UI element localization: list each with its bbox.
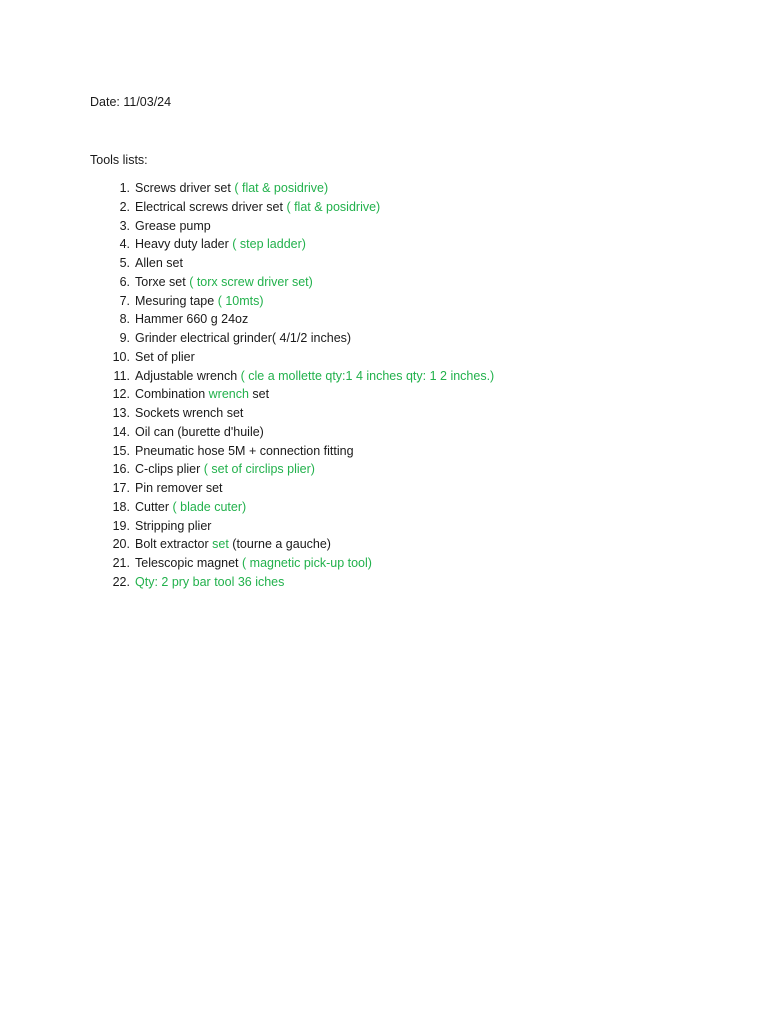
list-item-note: ( torx screw driver set)	[189, 274, 313, 289]
list-item-number: 9.	[119, 331, 130, 345]
list-item-text	[135, 386, 269, 402]
list-item-number: 6.	[119, 274, 130, 289]
list-item-number: 3.	[119, 218, 130, 233]
list-item-note: ( cle a mollette qty:1 4 inches qty: 1 2 inches.)	[240, 368, 495, 383]
list-item-number: 16.	[112, 462, 130, 477]
list-item-note: ( flat & posidrive)	[286, 199, 381, 214]
list-item-note: Qty: 2 pry bar tool 36 iches	[135, 574, 285, 589]
list-item-number: 13.	[112, 406, 130, 420]
list-item-label: Pneumatic hose 5M + connection fitting	[135, 443, 354, 458]
date-value: 11/03/24	[123, 95, 172, 109]
list-item-text	[135, 368, 494, 384]
list-item-label: Electrical screws driver set	[135, 199, 287, 214]
list-item-text	[135, 405, 243, 421]
list-item-note: ( step ladder)	[232, 237, 306, 252]
list-item-label: Cutter	[135, 499, 173, 514]
list-item-note: wrench	[208, 387, 249, 402]
list-item-text	[135, 536, 331, 552]
list-item-number: 15.	[112, 443, 130, 458]
list-item-number: 1.	[119, 181, 130, 195]
list-item-note: ( set of circlips plier)	[203, 462, 315, 477]
list-item-number: 22.	[112, 574, 130, 589]
list-item-label: C-clips plier	[135, 462, 204, 477]
list-item-number: 20.	[112, 537, 130, 552]
list-item-text	[135, 499, 246, 515]
list-item-note: ( magnetic pick-up tool)	[242, 556, 372, 570]
list-item-number: 19.	[112, 518, 130, 533]
list-item-text	[135, 199, 380, 215]
list-item-label: Sockets wrench set	[135, 406, 244, 420]
list-item-number: 2.	[119, 199, 130, 214]
list-item-number: 10.	[112, 349, 130, 364]
date-label: Date:	[90, 95, 124, 109]
list-item-label: Screws driver set	[135, 181, 235, 195]
list-item-label: Pin remover set	[135, 481, 223, 495]
list-item-note: ( flat & posidrive)	[234, 181, 329, 195]
list-item-label: (tourne a gauche)	[228, 537, 331, 552]
list-item-label: Hammer 660 g 24oz	[135, 312, 249, 327]
list-item-label: Set of plier	[135, 349, 195, 364]
tools-list-heading: Tools lists:	[90, 153, 148, 167]
list-item-text	[135, 424, 264, 440]
list-item-text	[135, 555, 372, 571]
list-item-note: ( blade cuter)	[172, 499, 247, 514]
list-item-label: Bolt extractor	[135, 537, 213, 552]
list-item-number: 17.	[112, 481, 130, 495]
list-item-number: 21.	[112, 556, 130, 570]
list-item-number: 4.	[119, 237, 130, 252]
list-item-text	[135, 311, 248, 327]
list-item-label: Mesuring tape	[135, 293, 218, 308]
list-item-label: Torxe set	[135, 274, 190, 289]
list-item-text	[135, 349, 195, 365]
list-item-note: set	[212, 537, 229, 552]
list-item-text	[135, 274, 313, 290]
list-item-number: 5.	[119, 256, 130, 270]
list-item-label: Grease pump	[135, 218, 211, 233]
list-item-text	[135, 255, 183, 271]
list-item-number: 7.	[119, 293, 130, 308]
list-item-text	[135, 293, 264, 309]
list-item-number: 18.	[112, 499, 130, 514]
list-item-text	[135, 461, 315, 477]
list-item-number: 14.	[112, 424, 130, 439]
list-item-number: 8.	[119, 312, 130, 327]
list-item-label: Allen set	[135, 256, 183, 270]
list-item-label: Stripping plier	[135, 518, 212, 533]
list-item-text	[135, 574, 284, 590]
list-item-label: Adjustable wrench	[135, 368, 241, 383]
list-item-text	[135, 180, 328, 196]
list-item-text	[135, 518, 211, 534]
list-item-label: Heavy duty lader	[135, 237, 233, 252]
list-item-label: set	[248, 387, 270, 402]
list-item-label: Combination	[135, 387, 209, 402]
list-item-number: 11.	[113, 368, 130, 383]
list-item-text	[135, 480, 223, 496]
list-item-number: 12.	[112, 387, 130, 402]
list-item-label: Telescopic magnet	[135, 556, 243, 570]
list-item-note: ( 10mts)	[217, 293, 264, 308]
list-item-text	[135, 236, 306, 252]
list-item-label: Grinder electrical grinder( 4/1/2 inches)	[135, 331, 352, 345]
date-line	[90, 94, 171, 110]
list-item-text	[135, 330, 351, 346]
list-item-text	[135, 443, 354, 459]
list-item-label: Oil can (burette d'huile)	[135, 424, 264, 439]
list-item-text	[135, 218, 211, 234]
